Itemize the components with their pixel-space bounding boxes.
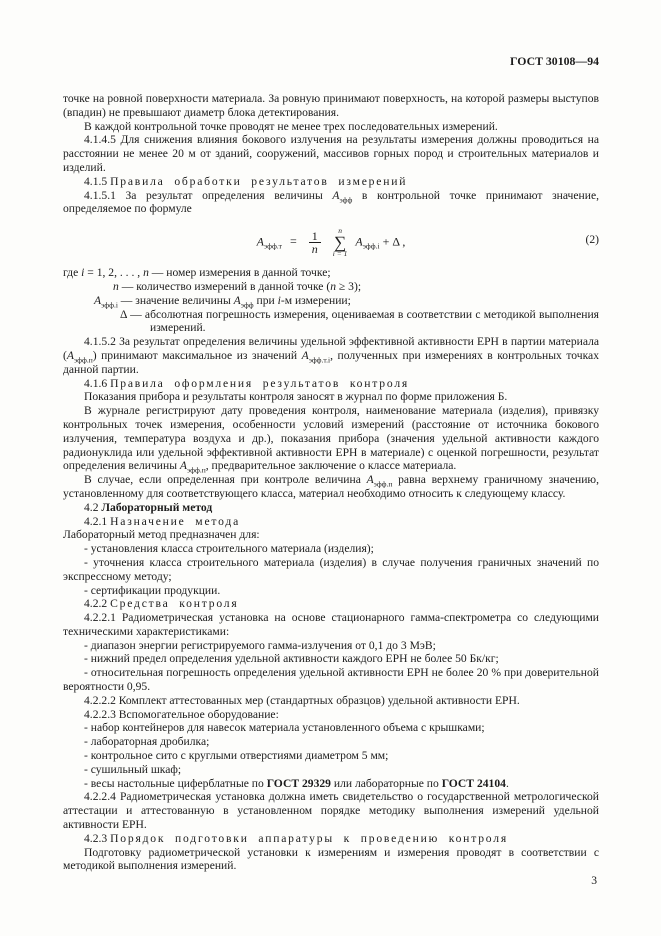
paragraph: 4.2.2.2 Комплект аттестованных мер (стандартных образцов) удельной активности ЕРН.	[84, 693, 520, 707]
paragraph: - сушильный шкаф;	[84, 762, 182, 776]
paragraph: В каждой контрольной точке проводят не менее трех последовательных измерений.	[84, 119, 498, 133]
paragraph: n — количество измерений в данной точке (n ≥ 3);	[113, 279, 362, 293]
formula-term: A	[355, 234, 363, 249]
heading-4-2-3: 4.2.3 Порядок подготовки аппаратуры к проведению контроля	[84, 831, 508, 845]
content-after-formula	[63, 266, 599, 873]
paragraph: - диапазон энергии регистрируемого гамма-излучения от 0,1 до 3 МэВ;	[84, 638, 436, 652]
summation-lower-limit: i = 1	[332, 249, 348, 259]
formula-fraction	[309, 230, 321, 255]
paragraph: - нижний предел определения удельной активности каждого ЕРН не более 50 Бк/кг;	[84, 652, 499, 666]
heading-4-2: 4.2 Лабораторный метод	[84, 500, 213, 514]
standard-number: ГОСТ 30108—94	[510, 54, 599, 68]
formula-body	[63, 223, 599, 258]
paragraph: 4.1.4.5 Для снижения влияния бокового излучения на результаты измерения должны проводиться на расстоянии не менее 20 м от зданий, сооружений, массивов горных пород и строительных материалов и изделий.	[63, 133, 599, 174]
formula-block	[63, 223, 599, 261]
formula-lhs: A	[256, 234, 264, 249]
summation-sign	[333, 227, 348, 258]
paragraph: В журнале регистрируют дату проведения контроля, наименование материала (изделия), привязку контрольных точек измерения, особенности условий измерений (расстояние от источника бокового излучения, температура воздуха и др.), показания прибора (значения удельной активности каждого радионуклида или удельной эффективной активности ЕРН в материале) с оценкой погрешности, результат определения величины $A_{эфф.п}$, предварительное заключение о классе материала.	[63, 404, 599, 475]
paragraph: - весы настольные циферблатные по ГОСТ 29329 или лабораторные по ГОСТ 24104.	[84, 776, 509, 790]
paragraph: где i = 1, 2, . . . , n — номер измерения в данной точке;	[63, 266, 331, 280]
paragraph: 4.1.5.1 За результат определения величины $A_{эфф}$ в контрольной точке принимают значение, определяемое по формуле	[63, 188, 599, 216]
paragraph: - лабораторная дробилка;	[84, 735, 210, 749]
formula-lhs-sub: эфф.т	[263, 241, 282, 251]
formula-tail: + Δ ,	[382, 234, 406, 249]
heading-4-1-6: 4.1.6 Правила оформления результатов контроля	[84, 376, 410, 390]
formula-equals: =	[289, 234, 297, 249]
paragraph: 4.1.5.2 За результат определения величины удельной эффективной активности ЕРН в партии материала $(A_{эфф.п})$ принимают максимальное из значений $A_{эфф.т.i}$, полученных при измерениях в контрольных точках данной партии.	[63, 335, 599, 376]
document-content	[63, 92, 599, 873]
page-number: 3	[591, 874, 597, 888]
paragraph: - набор контейнеров для навесок материала установленного объема с крышками;	[84, 721, 485, 735]
paragraph: 4.2.2.3 Вспомогательное оборудование:	[84, 707, 279, 721]
heading-4-2-1: 4.2.1 Назначение метода	[84, 514, 241, 528]
paragraph: - установления класса строительного материала (изделия);	[84, 542, 374, 556]
sigma-symbol: ∑	[334, 233, 347, 253]
heading-4-1-5: 4.1.5 Правила обработки результатов измерений	[84, 174, 408, 188]
paragraph: Показания прибора и результаты контроля заносят в журнал по форме приложения Б.	[84, 390, 508, 404]
paragraph: - уточнения класса строительного материала (изделия) в случае получения граничных значений по экспрессному методу;	[63, 555, 599, 583]
paragraph: точке на ровной поверхности материала. За ровную принимают поверхность, на которой размеры выступов (впадин) не превышают диаметр блока детектирования.	[63, 92, 599, 119]
paragraph: - контрольное сито с круглыми отверстиями диаметром 5 мм;	[84, 749, 389, 763]
paragraph: 4.2.2.4 Радиометрическая установка должна иметь свидетельство о государственной метрологической аттестации и аттестованную в установленном порядке методику выполнения измерений удельной активности ЕРН.	[63, 790, 599, 832]
paragraph: Подготовку радиометрической установки к измерениям и измерения проводят в соответствии с методикой выполнения измерений.	[63, 845, 599, 873]
heading-4-2-2: 4.2.2 Средства контроля	[84, 597, 239, 611]
fraction-numerator: 1	[309, 230, 321, 243]
paragraph: - относительная погрешность определения удельной активности ЕРН не более 20 % при доверительной вероятности 0,95.	[63, 666, 599, 694]
paragraph: $A_{эфф.i}$ — значение величины $A_{эфф}$ при i-м измерении;	[94, 293, 351, 310]
paragraph: - сертификации продукции.	[84, 583, 221, 597]
formula-number: (2)	[585, 233, 599, 247]
formula-term-sub: эфф.i	[362, 241, 380, 251]
paragraph: 4.2.2.1 Радиометрическая установка на основе стационарного гамма-спектрометра со следующими техническими характеристиками:	[63, 611, 599, 638]
paragraph: Δ — абсолютная погрешность измерения, оцениваемая в соответствии с методикой выполнения измерений.	[120, 307, 599, 335]
fraction-denominator: n	[311, 242, 318, 257]
summation-upper-limit: n	[338, 226, 342, 236]
content-before-formula	[63, 92, 599, 216]
paragraph: В случае, если определенная при контроле величина $A_{эфф.п}$ равна верхнему граничному значению, установленному для соответствующего класса, материал необходимо относить к следующему классу.	[63, 473, 599, 500]
paragraph: Лабораторный метод предназначен для:	[63, 528, 260, 542]
